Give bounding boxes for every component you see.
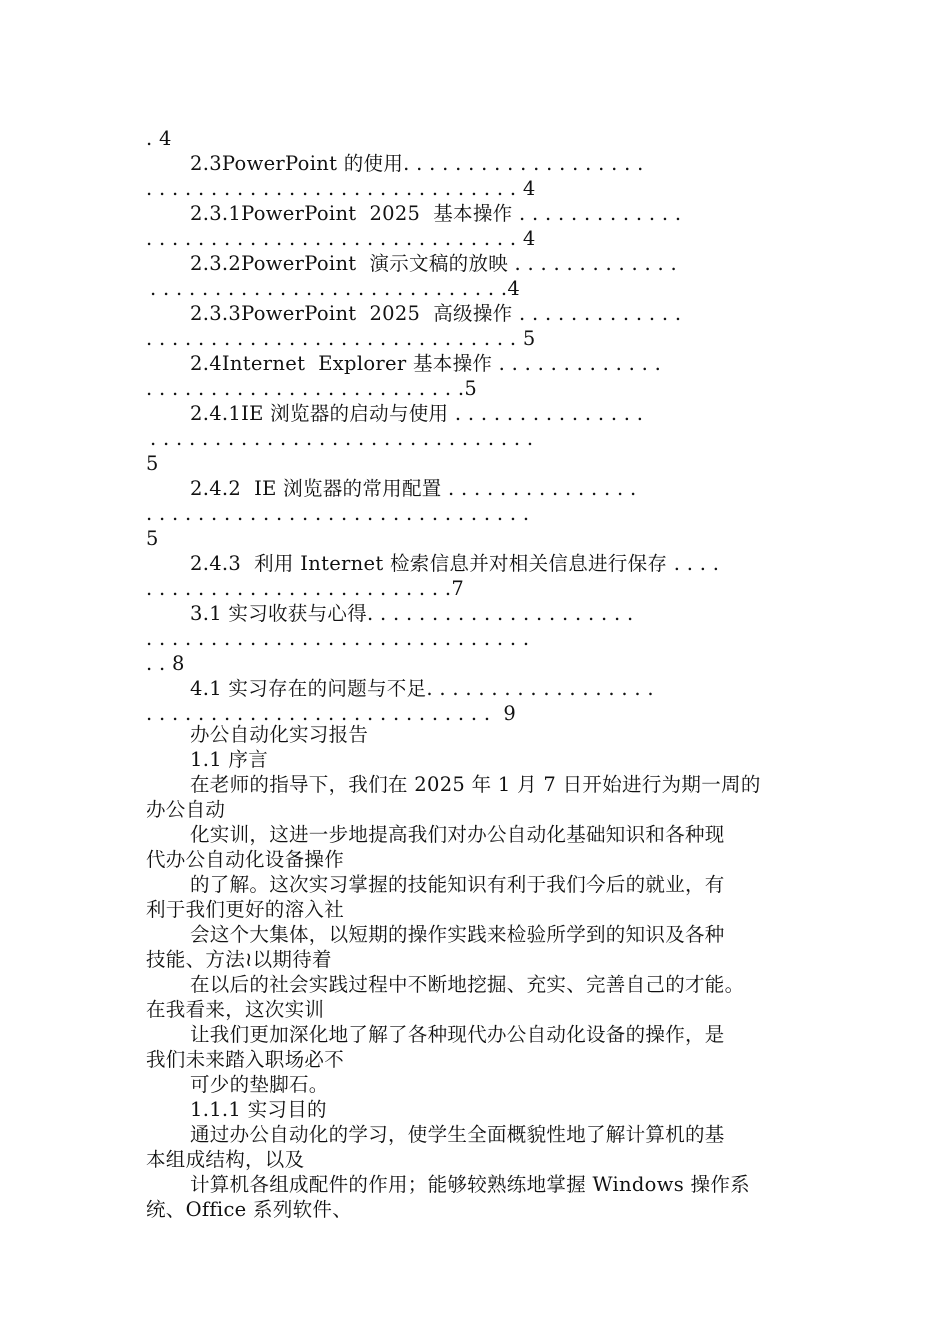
- paragraph-line: 会这个大集体，以短期的操作实践来检验所学到的知识及各种: [190, 923, 725, 946]
- paragraph-line: 计算机各组成配件的作用；能够较熟练地掌握 Windows 操作系: [190, 1173, 750, 1196]
- paragraph-line: 在以后的社会实践过程中不断地挖掘、充实、完善自己的才能。: [190, 973, 745, 996]
- paragraph-line: 代办公自动化设备操作: [146, 848, 345, 871]
- toc-entry: 2.4.1IE 浏览器的启动与使用 . . . . . . . . . . . . . . .: [190, 402, 644, 425]
- toc-entry: 2.3.2PowerPoint 演示文稿的放映 . . . . . . . . . . . . .: [190, 252, 677, 275]
- paragraph-line: 在我看来，这次实训: [146, 998, 325, 1021]
- paragraph-line: 利于我们更好的溶入社: [146, 898, 345, 921]
- paragraph-line: 技能、方法≀以期待着: [146, 948, 332, 971]
- toc-leader: . . . . . . . . . . . . . . . . . . . . . . . . . . . 9: [146, 702, 517, 725]
- toc-leader: . . . . . . . . . . . . . . . . . . . . . . . . . . . . . 5: [146, 327, 536, 350]
- paragraph-line: 的了解。这次实习掌握的技能知识有利于我们今后的就业，有: [190, 873, 725, 896]
- toc-entry: 3.1 实习收获与心得. . . . . . . . . . . . . . . . . . . . .: [190, 602, 634, 625]
- toc-page-number: 5: [146, 527, 159, 550]
- toc-leader: . . . . . . . . . . . . . . . . . . . . . . . . . . . . . 4: [146, 227, 536, 250]
- toc-entry: 2.3PowerPoint 的使用. . . . . . . . . . . . . . . . . . .: [190, 152, 644, 175]
- toc-entry: 2.4Internet Explorer 基本操作 . . . . . . . . . . . . .: [190, 352, 662, 375]
- toc-entry: 2.3.3PowerPoint 2025 高级操作 . . . . . . . . . . . . .: [190, 302, 682, 325]
- section-heading: 1.1 序言: [190, 748, 269, 771]
- report-title: 办公自动化实习报告: [190, 723, 369, 746]
- toc-leader: . . . . . . . . . . . . . . . . . . . . . . . . . . . . . 4: [146, 177, 536, 200]
- toc-page-number: 5: [146, 452, 159, 475]
- toc-leader: . . . . . . . . . . . . . . . . . . . . . . . . . . . . . .: [150, 427, 534, 450]
- paragraph-line: 在老师的指导下，我们在 2025 年 1 月 7 日开始进行为期一周的: [190, 773, 761, 796]
- toc-page-number: . . 8: [146, 652, 185, 675]
- paragraph-line: 我们未来踏入职场必不: [146, 1048, 345, 1071]
- paragraph-line: 本组成结构，以及: [146, 1148, 305, 1171]
- toc-entry: 2.3.1PowerPoint 2025 基本操作 . . . . . . . . . . . . .: [190, 202, 682, 225]
- toc-leader: . . . . . . . . . . . . . . . . . . . . . . . . .5: [146, 377, 478, 400]
- toc-leader: . . . . . . . . . . . . . . . . . . . . . . . . . . . .4: [150, 277, 521, 300]
- paragraph-line: 通过办公自动化的学习，使学生全面概貌性地了解计算机的基: [190, 1123, 725, 1146]
- paragraph-line: 化实训，这进一步地提高我们对办公自动化基础知识和各种现: [190, 823, 725, 846]
- toc-leader: . . . . . . . . . . . . . . . . . . . . . . . . . . . . . .: [146, 627, 530, 650]
- section-heading: 1.1.1 实习目的: [190, 1098, 327, 1121]
- toc-leader: . . . . . . . . . . . . . . . . . . . . . . . . . . . . . .: [146, 502, 530, 525]
- toc-entry: 4.1 实习存在的问题与不足. . . . . . . . . . . . . . . . . .: [190, 677, 654, 700]
- toc-entry: 2.4.3 利用 Internet 检索信息并对相关信息进行保存 . . . .: [190, 552, 720, 575]
- toc-entry: 2.4.2 IE 浏览器的常用配置 . . . . . . . . . . . . . . .: [190, 477, 637, 500]
- paragraph-line: 统、Office 系列软件、: [146, 1198, 353, 1221]
- paragraph-line: 可少的垫脚石。: [190, 1073, 329, 1096]
- toc-line: . 4: [146, 127, 172, 150]
- paragraph-line: 办公自动: [146, 798, 226, 821]
- toc-leader: . . . . . . . . . . . . . . . . . . . . . . . .7: [146, 577, 465, 600]
- paragraph-line: 让我们更加深化地了解了各种现代办公自动化设备的操作，是: [190, 1023, 725, 1046]
